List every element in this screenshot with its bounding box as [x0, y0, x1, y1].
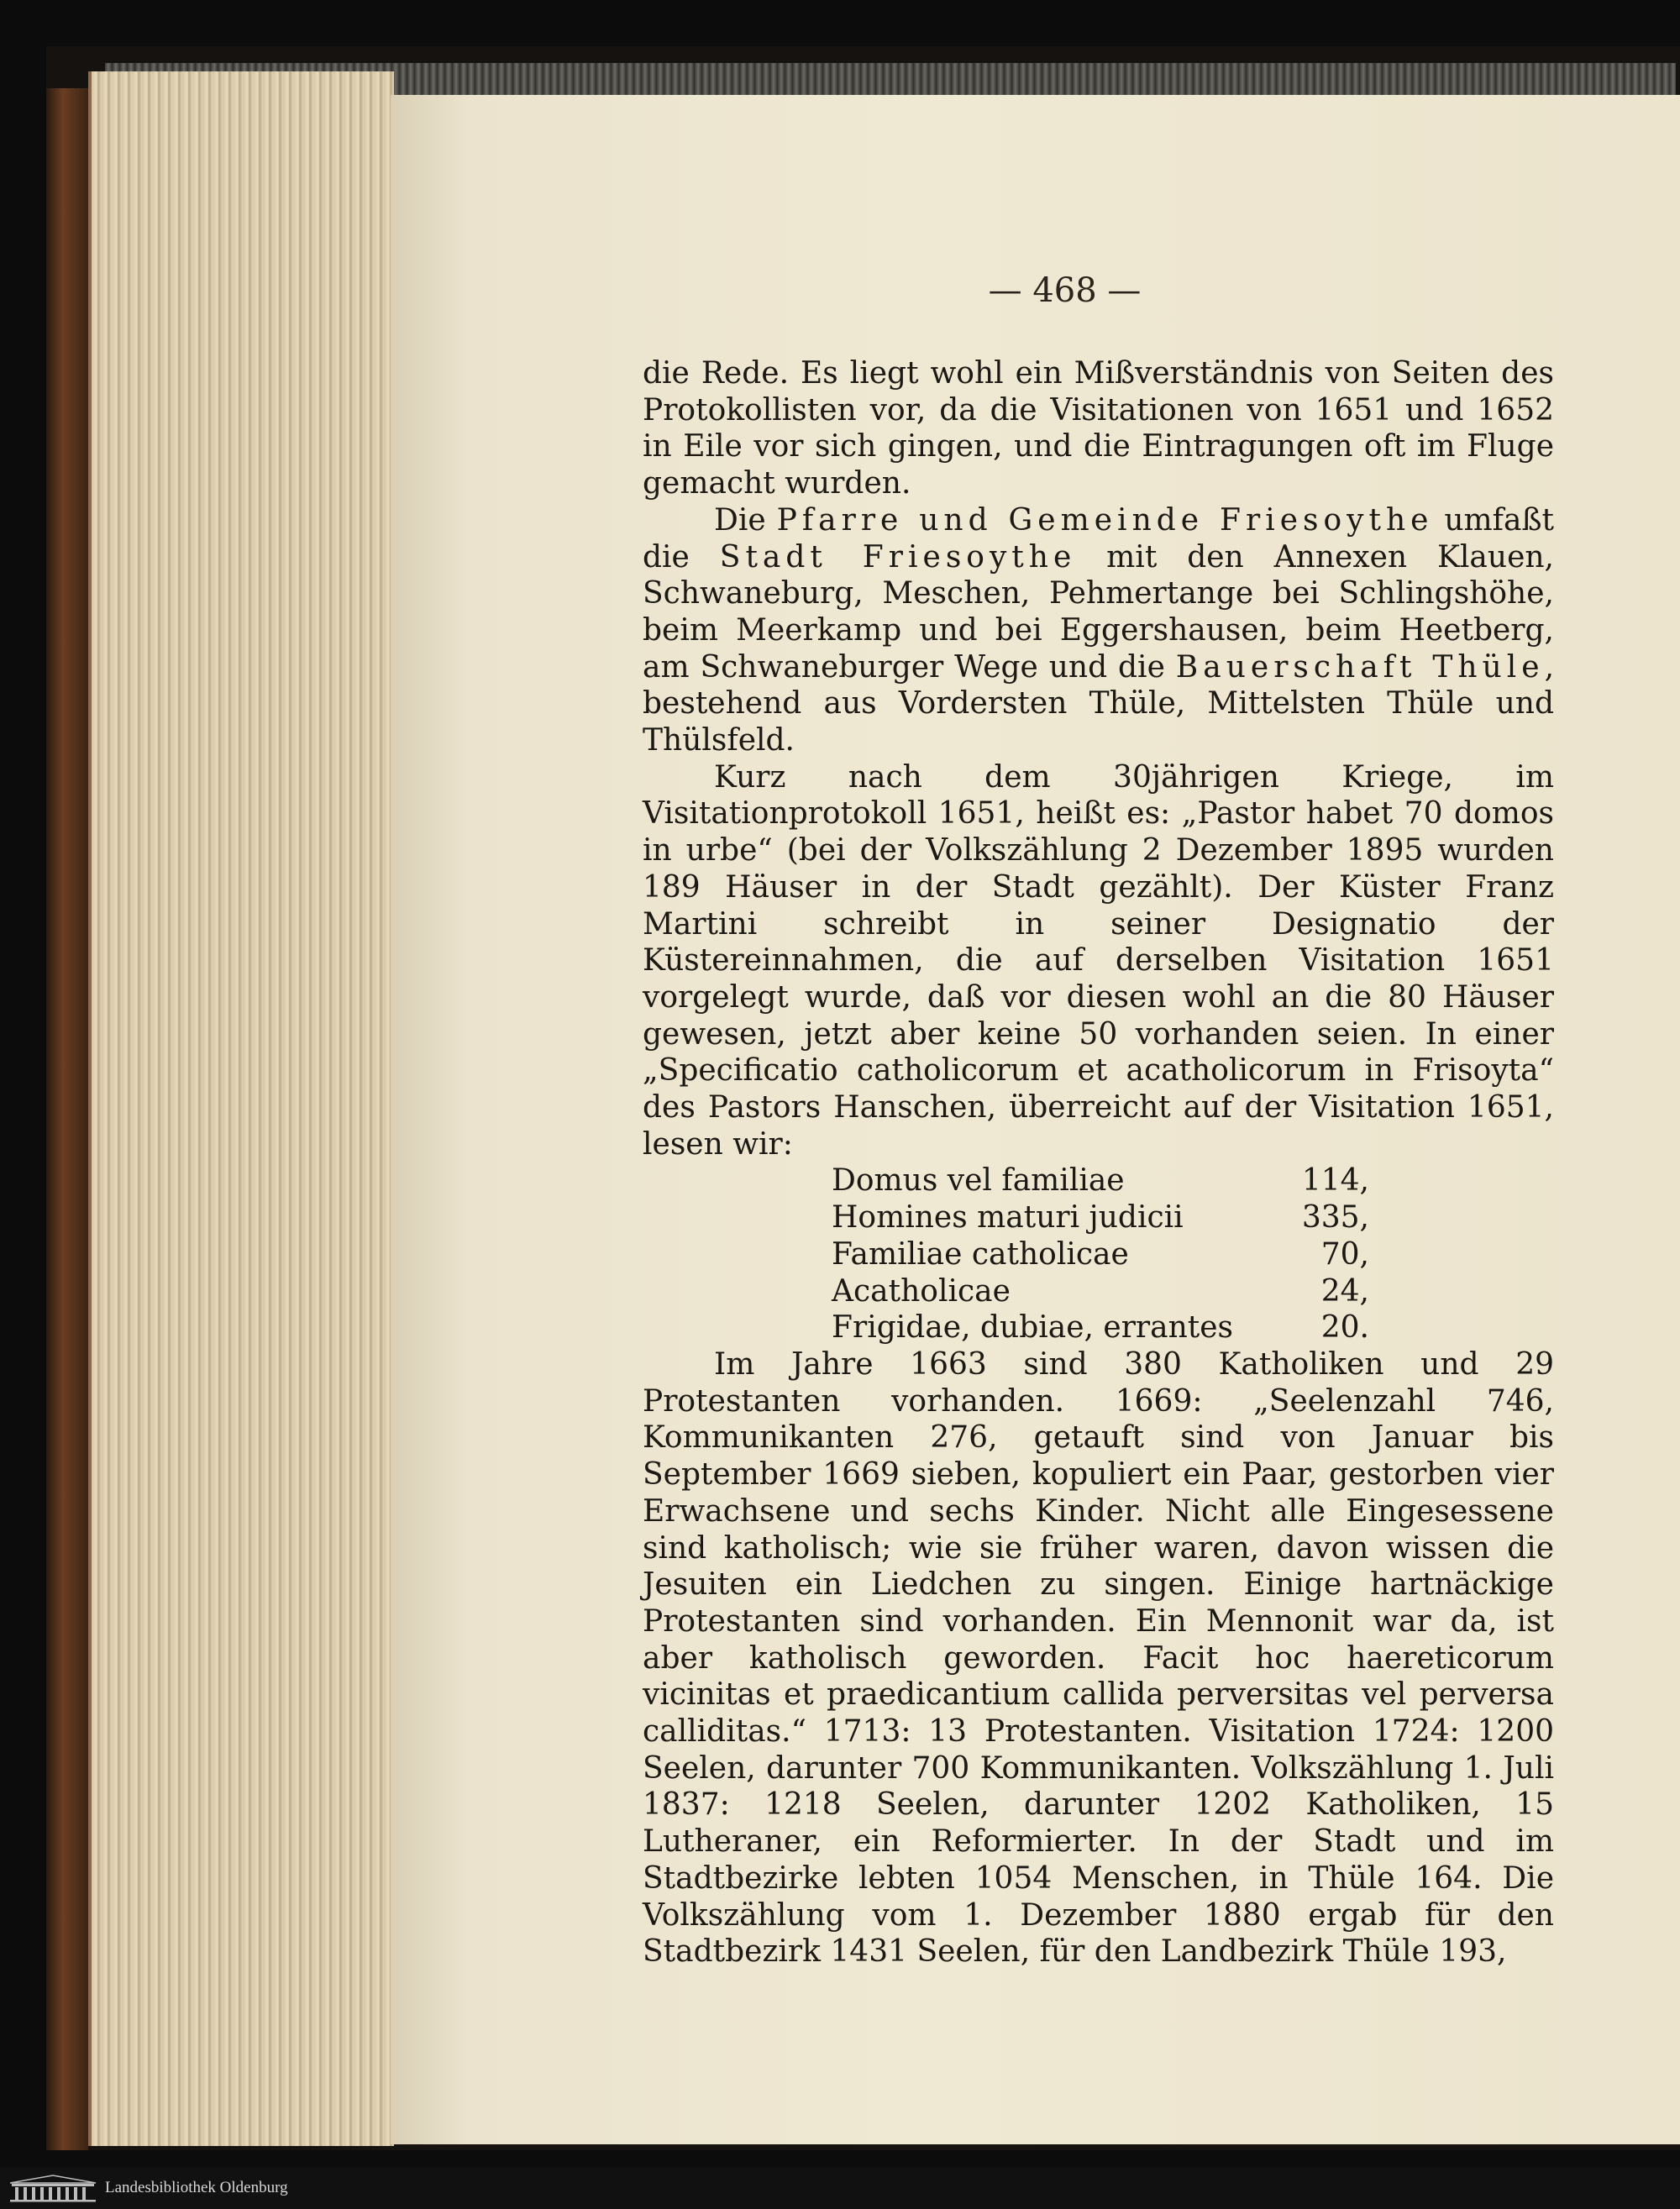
statistics-label: Frigidae, dubiae, errantes	[832, 1310, 1234, 1346]
para2-spaced-farm: Bauerschaft Thüle	[1175, 649, 1545, 685]
statistics-table	[832, 1162, 1369, 1346]
statistics-row	[832, 1309, 1369, 1346]
statistics-value: 114,	[1301, 1163, 1369, 1199]
statistics-value: 20.	[1320, 1310, 1369, 1346]
statistics-label: Acatholicae	[832, 1273, 1011, 1309]
statistics-value: 70,	[1320, 1236, 1369, 1272]
para2-start: Die	[714, 502, 766, 538]
page-number: — 468 —	[988, 271, 1142, 310]
library-building-icon	[7, 2173, 99, 2203]
para2-spaced-parish: Pfarre und Gemeinde Friesoythe	[776, 502, 1434, 538]
statistics-label: Homines maturi judicii	[832, 1200, 1184, 1236]
statistics-label: Familiae catholicae	[832, 1236, 1129, 1272]
library-name: Landesbibliothek Oldenburg	[105, 2179, 288, 2196]
footer-bar	[0, 2167, 1680, 2209]
statistics-value: 24,	[1320, 1273, 1369, 1309]
paragraph-2	[643, 502, 1554, 759]
book	[46, 46, 1680, 2150]
statistics-row	[832, 1162, 1369, 1199]
statistics-row	[832, 1199, 1369, 1236]
para2-mid-2: mit den Annexen Klauen, Schwaneburg, Meschen, Pehmertange bei Schlingshöhe, beim Meerkamp und bei Eggershausen, beim Heetberg, am Schwaneburger Wege und die	[643, 539, 1555, 685]
page-stack-edges	[88, 71, 394, 2146]
book-page	[391, 95, 1680, 2144]
para2-spaced-town: Stadt Friesoythe	[719, 539, 1077, 575]
statistics-row	[832, 1273, 1369, 1310]
page-text	[643, 355, 1554, 1970]
para2-mid-1: umfaßt die	[643, 502, 1554, 575]
statistics-row	[832, 1236, 1369, 1273]
statistics-value: 335,	[1301, 1200, 1369, 1236]
paragraph-1: die Rede. Es liegt wohl ein Mißverständnis von Seiten des Protokollisten vor, da die Visitationen von 1651 und 1652 in Eile vor sich gingen, und die Eintragungen oft im Fluge gemacht wurden.	[643, 356, 1554, 501]
book-cover-edge	[46, 88, 88, 2150]
paragraph-3: Kurz nach dem 30jährigen Kriege, im Visitationprotokoll 1651, heißt es: „Pastor habet 70 domos in urbe“ (bei der Volkszählung 2 Dezember 1895 wurden 189 Häuser in der Stadt gezählt). Der Küster Franz Martini schreibt in seiner Designatio der Küstereinnahmen, die auf derselben Visitation 1651 vorgelegt wurde, daß vor diesen wohl an die 80 Häuser gewesen, jetzt aber keine 50 vorhanden seien. In einer „Specificatio catholicorum et acatholicorum in Frisoyta“ des Pastors Hanschen, überreicht auf der Visitation 1651, lesen wir:	[643, 759, 1554, 1162]
paragraph-4: Im Jahre 1663 sind 380 Katholiken und 29 Protestanten vorhanden. 1669: „Seelenzahl 746, Kommunikanten 276, getauft sind von Januar bis September 1669 sieben, kopuliert ein Paar, gestorben vier Erwachsene und sechs Kinder. Nicht alle Eingesessene sind katholisch; wie sie früher waren, davon wissen die Jesuiten ein Liedchen zu singen. Einige hartnäckige Protestanten sind vorhanden. Ein Mennonit war da, ist aber katholisch geworden. Facit hoc haereticorum vicinitas et praedicantium callida perversitas vel perversa calliditas.“ 1713: 13 Protestanten. Visitation 1724: 1200 Seelen, darunter 700 Kommunikanten. Volkszählung 1. Juli 1837: 1218 Seelen, darunter 1202 Katholiken, 15 Lutheraner, ein Reformierter. In der Stadt und im Stadtbezirke lebten 1054 Menschen, in Thüle 164. Die Volkszählung vom 1. Dezember 1880 ergab für den Stadtbezirk 1431 Seelen, für den Landbezirk Thüle 193,	[643, 1346, 1554, 1970]
para2-end: , bestehend aus Vordersten Thüle, Mittelsten Thüle und Thülsfeld.	[643, 649, 1555, 758]
statistics-label: Domus vel familiae	[832, 1163, 1125, 1199]
